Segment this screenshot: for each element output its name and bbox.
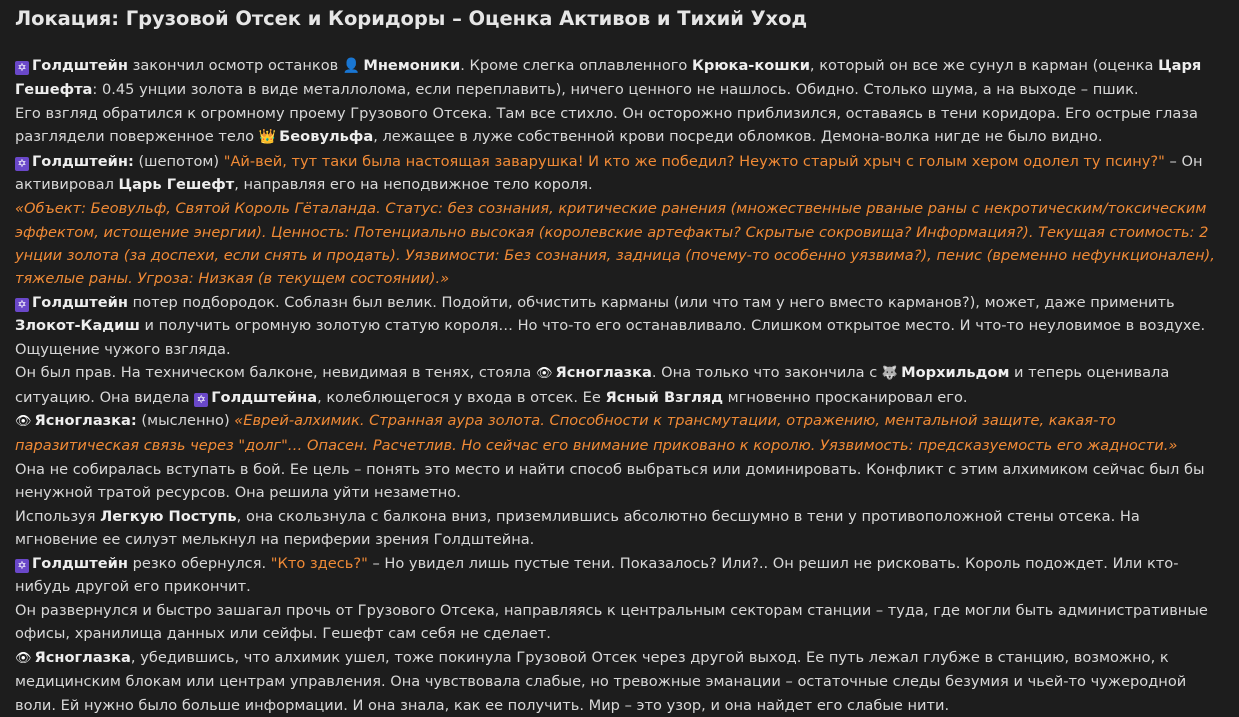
paragraph-9	[15, 505, 1223, 552]
dialogue-quote: "Ай-вей, тут таки была настоящая заварушка! И кто же победил? Неужто старый хрыч с голым хером одолел ту псину?"	[223, 153, 1165, 171]
paragraph-3	[15, 150, 1223, 197]
paragraph-11	[15, 599, 1223, 646]
narration: : 0.45 унции золота в виде металлолома, если переплавить), ничего ценного не нашлось. Обидно. Столько шума, а на выходе – пшик.	[92, 81, 1139, 99]
narration: , она скользнула с балкона вниз, приземлившись абсолютно бесшумно в тени у противоположной стены отсека. На мгновение ее силуэт мелькнул на периферии зрения Голдштейна.	[15, 507, 1140, 548]
ability-name: Царь Гешефт	[118, 176, 235, 194]
crown-icon: 👑	[258, 129, 277, 146]
narration: – Но увидел лишь пустые тени. Показалось? Или?.. Он решил не рисковать. Король подождет. Или кто-нибудь другой его прикончит.	[15, 554, 1179, 596]
narration: , который он все же сунул в карман (оценка	[809, 57, 1159, 74]
star-of-david-icon: ✡	[15, 157, 29, 171]
narration: – Он активировал	[15, 153, 1203, 194]
character-name: Ясноглазка	[34, 648, 131, 666]
item-name: Крюка-кошки	[691, 57, 810, 74]
character-name: Голдштейна	[211, 388, 318, 406]
narration: и получить огромную золотую статую короля… Но что-то его останавливало. Слишком открытое место. И что-то неуловимое в воздухе. Ощущение чужого взгляда.	[15, 317, 1206, 358]
star-of-david-icon: ✡	[15, 61, 29, 75]
narration: (шепотом)	[133, 153, 224, 171]
assessment-note: «Еврей-алхимик. Странная аура золота. Способности к трансмутации, отражению, ментальной защите, какая-то паразитическая связь через "долг"… Опасен. Расчетлив. Но сейчас его внимание приковано к королю. Уязвимость: предсказуемость его жадности.»	[15, 412, 1178, 454]
narration: Он был прав. На техническом балконе, невидимая в тенях, стояла	[15, 364, 536, 382]
paragraph-10	[15, 552, 1223, 599]
star-of-david-icon: ✡	[194, 393, 208, 407]
dialogue-quote: "Кто здесь?"	[270, 554, 368, 572]
character-name: Голдштейн	[32, 293, 128, 311]
paragraph-8	[15, 458, 1223, 505]
paragraph-12	[15, 646, 1223, 717]
paragraph-1	[15, 54, 1223, 102]
paragraph-5	[15, 291, 1223, 361]
ability-name: Злокот-Кадиш	[15, 317, 140, 335]
character-name: Голдштейн	[32, 57, 128, 74]
assessment-note: «Объект: Беовульф, Святой Король Гёталанда. Статус: без сознания, критические ранения (множественные рваные раны с некротическим/токсическим эффектом, истощение энергии). Ценность: Потенциально высокая (королевские артефакты? Скрытые сокровища? Информация?). Текущая стоимость: 2 унции золота (за доспехи, если снять и продать). Уязвимости: Без сознания, задница (почему-то особенно уязвима?), пенис (временно нефункционален), тяжелые раны. Угроза: Низкая (в текущем состоянии).»	[15, 200, 1215, 288]
narration: (мысленно)	[136, 412, 235, 430]
narration: потер подбородок. Соблазн был велик. Подойти, обчистить карманы (или что там у него вместо карманов?), может, даже применить	[127, 293, 1175, 311]
narration: и теперь оценивала ситуацию. Она видела	[15, 364, 1170, 406]
eye-icon: 👁	[15, 414, 32, 430]
paragraph-7	[15, 409, 1223, 457]
ability-name: Легкую Поступь	[100, 507, 237, 525]
narration: мгновенно просканировал его.	[723, 388, 968, 406]
paragraph-4-assessment	[15, 197, 1223, 290]
narration: Его взгляд обратился к огромному проему Грузового Отсека. Там все стихло. Он осторожно приблизился, оставаясь в тени коридора. Его острые глаза разглядели поверженное тело	[15, 105, 1198, 146]
page-title: Локация: Грузовой Отсек и Коридоры – Оценка Активов и Тихий Уход	[15, 7, 808, 30]
star-of-david-icon: ✡	[15, 559, 29, 573]
character-name: Мнемоники	[363, 57, 461, 74]
story-text	[15, 54, 1223, 717]
character-name: Ясноглазка:	[34, 412, 137, 430]
narration: Она не собиралась вступать в бой. Ее цель – понять это место и найти способ выбраться или доминировать. Конфликт с этим алхимиком сейчас был бы ненужной тратой ресурсов. Она решила уйти незаметно.	[15, 460, 1205, 501]
character-name: Беовульфа	[279, 128, 374, 146]
narration: закончил осмотр останков	[127, 57, 343, 74]
character-name: Голдштейн	[32, 554, 128, 572]
eye-icon: 👁	[15, 650, 32, 666]
narration: . Кроме слегка оплавленного	[460, 57, 692, 74]
character-name: Голдштейн:	[32, 153, 134, 171]
paragraph-6	[15, 361, 1223, 409]
ability-name: Ясный Взгляд	[605, 388, 724, 406]
narration: , убедившись, что алхимик ушел, тоже покинула Грузовой Отсек через другой выход. Ее путь лежал глубже в станцию, возможно, к медицинским блокам или центрам управления. Она чувствовала слабые, но тревожные эманации – остаточные следы безумия и чьей-то чужеродной воли. Ей нужно было больше информации. И она знала, как ее получить. Мир – это узор, и она найдет его слабые нити.	[15, 648, 1187, 714]
star-of-david-icon: ✡	[15, 298, 29, 312]
narration: Используя	[15, 507, 101, 525]
character-name: Ясноглазка	[555, 364, 652, 382]
ability-name: Царя Гешефта	[15, 57, 1202, 99]
narration: , лежащее в луже собственной крови посреди обломков. Демона-волка нигде не было видно.	[373, 128, 1103, 146]
wolf-icon: 🐺	[881, 366, 899, 382]
narration: . Она только что закончила с	[651, 364, 882, 382]
narration: Он развернулся и быстро зашагал прочь от Грузового Отсека, направляясь к центральным секторам станции – туда, где могли быть административные офисы, хранилища данных или сейфы. Гешефт сам себя не сделает.	[15, 601, 1208, 643]
character-name: Морхильдом	[901, 364, 1010, 382]
narration: резко обернулся.	[127, 554, 271, 572]
narration: , колеблющегося у входа в отсек. Ее	[317, 388, 606, 406]
bust-silhouette-icon: 👤	[342, 58, 361, 74]
narration: , направляя его на неподвижное тело короля.	[234, 176, 593, 194]
paragraph-2	[15, 102, 1223, 150]
eye-icon: 👁	[535, 366, 553, 382]
